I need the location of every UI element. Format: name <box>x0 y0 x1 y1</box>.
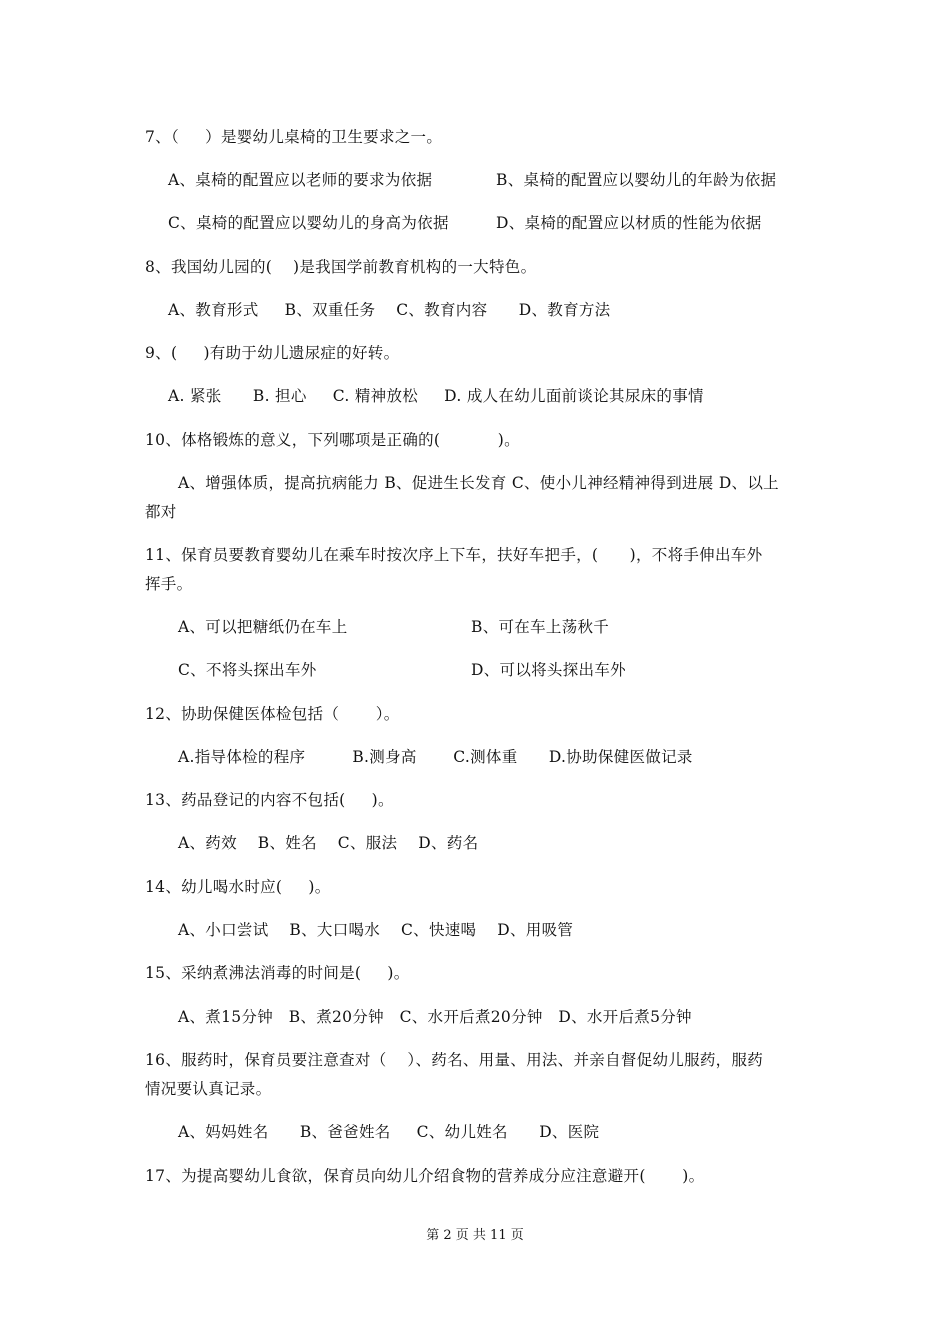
question-10-options-line2: 都对 <box>145 503 177 521</box>
question-7-option-b: B、桌椅的配置应以婴幼儿的年龄为依据 <box>496 171 777 189</box>
question-16-options: A、妈妈姓名 B、爸爸姓名 C、幼儿姓名 D、医院 <box>178 1123 600 1141</box>
question-14-stem: 14、幼儿喝水时应( )。 <box>145 878 331 896</box>
question-11-stem-line2: 挥手。 <box>145 575 193 593</box>
question-8-stem: 8、我国幼儿园的( )是我国学前教育机构的一大特色。 <box>145 258 537 276</box>
question-7-stem: 7、（ ）是婴幼儿桌椅的卫生要求之一。 <box>145 128 443 146</box>
question-16-stem-line1: 16、服药时，保育员要注意查对（ ）、药名、用量、用法、并亲自督促幼儿服药，服药 <box>145 1051 764 1069</box>
question-7-option-d: D、桌椅的配置应以材质的性能为依据 <box>496 214 762 232</box>
question-10-stem: 10、体格锻炼的意义，下列哪项是正确的( )。 <box>145 431 520 449</box>
question-12-options: A.指导体检的程序 B.测身高 C.测体重 D.协助保健医做记录 <box>178 748 693 766</box>
question-11-option-c: C、不将头探出车外 <box>178 661 317 679</box>
question-12-stem: 12、协助保健医体检包括（ ）。 <box>145 705 400 723</box>
question-13-options: A、药效 B、姓名 C、服法 D、药名 <box>178 834 479 852</box>
question-11-option-b: B、可在车上荡秋千 <box>471 618 610 636</box>
question-17-stem: 17、为提高婴幼儿食欲，保育员向幼儿介绍食物的营养成分应注意避开( )。 <box>145 1167 705 1185</box>
question-15-options: A、煮15分钟 B、煮20分钟 C、水开后煮20分钟 D、水开后煮5分钟 <box>178 1008 692 1026</box>
question-14-options: A、小口尝试 B、大口喝水 C、快速喝 D、用吸管 <box>178 921 574 939</box>
question-7-option-a: A、桌椅的配置应以老师的要求为依据 <box>168 171 433 189</box>
question-7-option-c: C、桌椅的配置应以婴幼儿的身高为依据 <box>168 214 449 232</box>
question-16-stem-line2: 情况要认真记录。 <box>145 1080 272 1098</box>
question-9-stem: 9、( )有助于幼儿遗尿症的好转。 <box>145 344 400 362</box>
question-8-options: A、教育形式 B、双重任务 C、教育内容 D、教育方法 <box>168 301 611 319</box>
question-15-stem: 15、采纳煮沸法消毒的时间是( )。 <box>145 964 410 982</box>
question-11-stem-line1: 11、保育员要教育婴幼儿在乘车时按次序上下车，扶好车把手，( )，不将手伸出车外 <box>145 546 763 564</box>
page-footer: 第 2 页 共 11 页 <box>426 1228 524 1243</box>
question-9-options: A. 紧张 B. 担心 C. 精神放松 D. 成人在幼儿面前谈论其尿床的事情 <box>168 387 704 405</box>
question-13-stem: 13、药品登记的内容不包括( )。 <box>145 791 394 809</box>
question-11-option-d: D、可以将头探出车外 <box>471 661 626 679</box>
question-10-options-line1: A、增强体质，提高抗病能力 B、促进生长发育 C、使小儿神经精神得到进展 D、以上 <box>178 474 779 492</box>
question-11-option-a: A、可以把糖纸仍在车上 <box>178 618 348 636</box>
